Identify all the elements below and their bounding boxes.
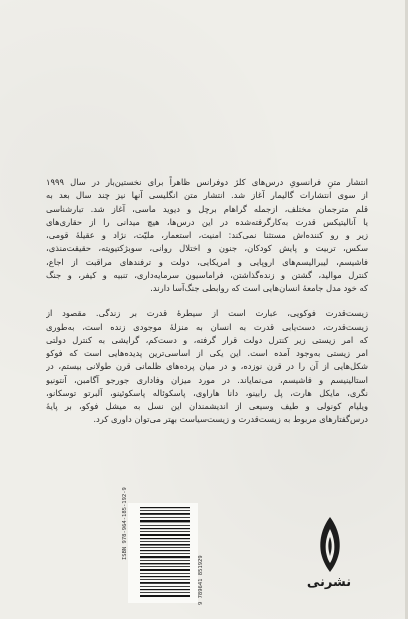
barcode-digits: 9 789641 851929 [198,555,204,605]
barcode-bars-icon [128,503,198,603]
blurb-line: که امر زیستی زیر کنترل دولت قرار گرفته، و دست‌کم، گرایشی به کنترل دولتی [46,334,368,345]
reed-logo-icon [300,515,360,575]
blurb-line: زیست‌قدرت فوکویی، عبارت است از سیطرهٔ قدرت بر زندگی. مقصود از [46,308,368,319]
blurb-line: یا آنالیتیکس قدرت به‌کار‌گرفته‌شده در این درس‌ها، هیچ میدانی را از حقاری‌های [46,216,368,227]
blurb-line: شکل‌هایی از آن را در قرن نوزده، و در میان پرده‌های ظلمانی قرن طولانی بیستم، در [46,361,368,372]
blurb-line: فاشیسم، لیبرالیسم‌های اروپایی و امریکایی، دولت و ترفندهای مراقبت از اجاع، [46,256,368,267]
blurb-line: زیست‌قدرت، دست‌یابی قدرت به انسان به منزلهٔ موجودی زنده است، به‌طوری [46,321,368,332]
publisher-name: نشرنی [306,575,352,590]
blurb-line: ویلیام کونولی و طیف وسیعی از اندیشمندان این نسل به میشل فوکو، بر پایهٔ [46,401,368,411]
blurb-line: انتشار متنِ فرانسویِ درس‌های کلژ دوفرانس ظاهراً برای نخستین‌بار در سال ۱۹۹۹ [46,177,368,187]
blurb-line: که خود مدل جامعهٔ انسان‌هایی است که روابطی جنگ‌آسا دارند. [150,283,368,293]
blurb-paragraph-2 [46,307,368,426]
blurb-line: کنترل موالید، گشتن و زنده‌گذاشتن، فراماسیون سرمایه‌داری، تنبیه و کیفر، و جنگ [46,269,368,280]
blurb-line: سکس، تربیت و پایش کودکان، جنون و اختلال روانی، سوبژکتیویته، حقیقت‌منذی، [46,243,368,254]
blurb-line: زیر و رو کننده‌اش مستثنا نمی‌کند: امنیت، استعمار، ملیّت، نژاد و عقیلهٔ قومی، [46,230,368,240]
blurb-line: قلم مترجمان مختلف، ازجمله گراهام برچل و دیوید ماسی، آغاز شد. تبارشناسی [46,203,368,214]
blurb-line: امر زیستی به‌وجود آمده است. این یکی از اساسی‌ترین پدیده‌هایی است که فوکو [46,348,368,358]
isbn-label: ISBN 978-964-185-192-9 [122,487,128,560]
barcode [128,503,198,603]
blurb-line: استالینیسم و فاشیسم، می‌نمایاند. در مورد میزان وفاداری جورجو آگامبن، آنتونیو [46,374,368,385]
blurb-line: نگری، مایکل هارت، پل رابینو، دانا هاراوی، پاسکوئاله پاسکوئینو، آلبرتو توسکانو، [46,387,368,398]
blurb-line: درس‌گفتارهای مربوط به زیست‌قدرت و زیست‌سیاست بهتر می‌توان داوری کرد. [93,414,368,425]
blurb-paragraph-1 [46,176,368,295]
blurb-text [46,176,368,427]
blurb-line: از سوی انتشارات گالیمار آغاز شد. انتشار متن انگلیسی آنها نیز چند سال بعد به [46,190,368,201]
